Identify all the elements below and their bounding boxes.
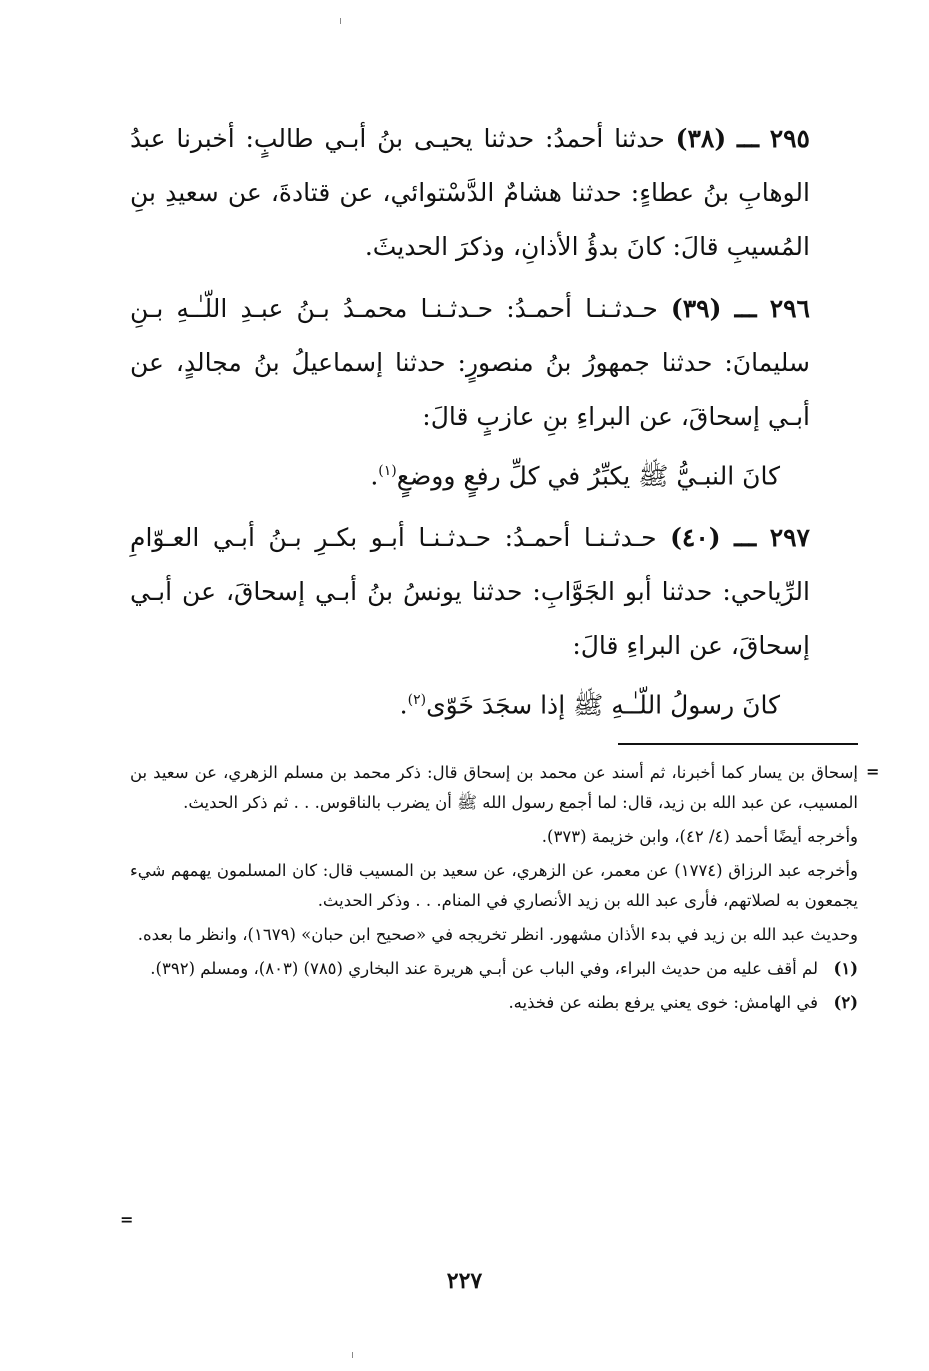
footnotes xyxy=(130,758,858,1022)
top-margin-mark xyxy=(340,18,341,24)
footnote-continuation: وأخرجه أيضًا أحمد (٤/ ٤٢)، وابن خزيمة (٣٧٣). xyxy=(541,827,858,846)
hadith-297-quote xyxy=(130,673,810,732)
hadith-text: حـدثـنـا أحمـدُ: حـدثـنـا محمـدُ بـنُ عبـدِ اللّـٰـهِ بـنِ سليمانَ: حدثنا جمهورُ بنُ منصورٍ: حدثنا إسماعيلُ بنُ مجالدٍ، عن أبـي إسحاقَ، عن البراءِ بنِ عازبٍ قالَ: xyxy=(130,294,810,431)
separator-dash: ـــ xyxy=(734,523,757,553)
footnote-ref: (٢) xyxy=(407,692,427,709)
quote-text: كانَ النبـيُّ ﷺ يكبِّرُ في كلِّ رفعٍ ووضعٍ xyxy=(396,461,780,491)
footnote-2 xyxy=(130,988,858,1018)
hadith-295 xyxy=(130,112,810,274)
hadith-ref: (٣٩) xyxy=(670,294,722,323)
hadith-text: حدثنا أحمدُ: حدثنا يحيـى بنُ أبـي طالبٍ: أخبرنا عبدُ الوهابِ بنُ عطاءٍ: حدثنا هشامٌ الدَّسْتوائي، عن قتادةَ، عن سعيدِ بنِ المُسيبِ قالَ: كانَ بدؤُ الأذانِ، وذكرَ الحديثَ. xyxy=(130,124,810,261)
hadith-number: ٢٩٥ xyxy=(769,124,810,153)
hadith-296 xyxy=(130,282,810,444)
footnote-continuation: إسحاق بن يسار كما أخبرنا، ثم أسند عن محمد بن إسحاق قال: ذكر محمد بن مسلم الزهري، عن سعيد بن المسيب، عن عبد الله بن زيد، قال: لما أجمع رسول الله ﷺ أن يضرب بالناقوس. . . ثم ذكر الحديث. xyxy=(130,763,858,812)
hadith-ref: (٣٨) xyxy=(675,124,727,153)
quote-period: . xyxy=(370,461,379,491)
footnote-text: في الهامش: خوى يعني يرفع بطنه عن فخذيه. xyxy=(508,993,818,1012)
footnote-text: لم أقف عليه من حديث البراء، وفي الباب عن أبـي هريرة عند البخاري (٧٨٥) (٨٠٣)، ومسلم (٣٩٢). xyxy=(150,959,818,978)
hadith-296-quote xyxy=(130,444,810,503)
footnote-1 xyxy=(130,954,858,984)
quote-text: كانَ رسولُ اللّـٰـهِ ﷺ إذا سجَدَ خَوّى xyxy=(426,690,780,720)
hadith-number: ٢٩٦ xyxy=(769,294,810,323)
footnote-continuation: وحديث عبد الله بن زيد في بدء الأذان مشهور. انظر تخريجه في «صحيح ابن حبان» (١٦٧٩)، وانظر ما بعده. xyxy=(137,925,858,944)
footnote-marker: (٢) xyxy=(833,993,858,1012)
footnote-continuation: وأخرجه عبد الرزاق (١٧٧٤) عن معمر، عن الزهري، عن سعيد بن المسيب قال: كان المسلمون يهمهم شيء يجمعون به لصلاتهم، فأرى عبد الله بن زيد الأنصاري في المنام. . . وذكر الحديث. xyxy=(130,861,858,910)
quote-period: . xyxy=(399,690,408,720)
hadith-number: ٢٩٧ xyxy=(769,523,810,553)
hadith-text: حـدثـنـا أحمـدُ: حـدثـنـا أبـو بكـرِ بـنُ أبـي العـوّامِ الرِّياحي: حدثنا أبو الجَوَّابِ: حدثنا يونسُ بنُ أبـي إسحاقَ، عن أبـي إسحاقَ، عن البراءِ قالَ: xyxy=(130,523,810,661)
hadith-297 xyxy=(130,511,810,673)
continuation-mark-top: = xyxy=(866,762,880,781)
main-text xyxy=(130,112,810,733)
separator-dash: ـــ xyxy=(736,124,759,153)
footnote-ref: (١) xyxy=(378,463,397,479)
footnote-marker: (١) xyxy=(833,959,858,978)
page-number: ٢٢٧ xyxy=(446,1268,483,1294)
continuation-mark-bottom: = xyxy=(120,1210,134,1229)
separator-dash: ـــ xyxy=(734,294,757,323)
footnote-divider xyxy=(618,743,858,745)
bottom-margin-mark xyxy=(352,1352,353,1358)
hadith-ref: (٤٠) xyxy=(670,523,721,553)
